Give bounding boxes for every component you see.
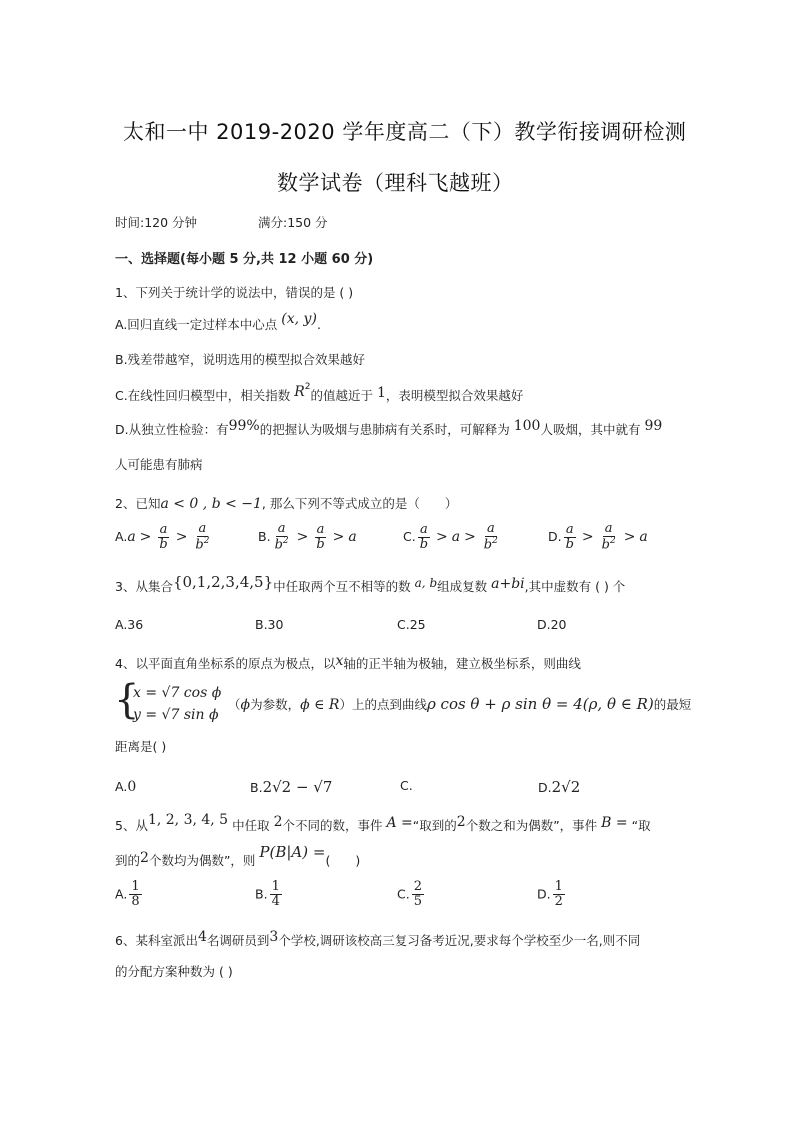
q2-a-sq: 2	[203, 536, 210, 547]
title-line-2: 数学试卷（理科飞越班）	[277, 171, 514, 195]
q2-c-frac1	[418, 523, 430, 553]
q4-stem-cont	[228, 697, 691, 712]
q4-stem-post: 轴的正半轴为极轴，建立极坐标系，则曲线	[343, 656, 581, 671]
q5-stem-end: “取	[631, 818, 651, 833]
q5-b-label: B.	[255, 886, 268, 902]
q2-option-a	[115, 522, 213, 553]
q5-line2-post: ( )	[325, 853, 361, 868]
q4-system-brace: {	[114, 677, 140, 723]
q2-a-gt2: >	[175, 528, 188, 545]
q2-option-d	[548, 522, 648, 553]
q3-stem-post: ,其中虚数有 ( ) 个	[524, 579, 626, 594]
q5-b-num: 1	[271, 879, 280, 894]
q2-c-label: C.	[403, 528, 416, 544]
exam-time: 时间:120 分钟	[115, 215, 198, 230]
q1-a-text: A.回归直线一定过样本中心点	[115, 317, 278, 332]
q1-d-text: D.从独立性检验：有	[115, 422, 229, 437]
q4-option-a	[115, 780, 136, 794]
q2-c-frac2-num: a	[486, 521, 495, 536]
q1-c-r: R	[294, 384, 305, 401]
q4-tail: 的最短	[653, 697, 692, 712]
q1-d-mid2: 人吸烟，其中就有	[540, 422, 641, 437]
q2-d-gt1: >	[581, 528, 594, 545]
q5-two-3: 2	[140, 850, 149, 866]
q5-stem-mid4: 个数之和为偶数”，事件	[465, 818, 598, 833]
q1-c-mid: 的值越近于	[310, 388, 373, 404]
q2-a-label: A.	[115, 528, 128, 544]
q4-option-b	[250, 780, 332, 795]
q2-a-a: a	[127, 528, 136, 545]
q1-d-99: 99	[644, 418, 663, 434]
q2-c-frac1-num: a	[419, 521, 428, 537]
q2-c-frac1-den: b	[419, 536, 429, 552]
q2-option-c	[403, 522, 502, 553]
q3-stem-pre: 3、从集合	[115, 579, 173, 594]
q2-a-frac1-num: a	[159, 521, 168, 537]
q4-sys-line1: x = √7 cos ϕ	[133, 685, 222, 701]
q5-event-b: B =	[601, 815, 628, 831]
q2-a-b2: b	[195, 537, 204, 553]
q3-vars: a, b	[414, 576, 438, 590]
q1-d-mid: 的把握认为吸烟与患肺病有关系时，可解释为	[259, 422, 510, 437]
q3-option-b: B.30	[255, 617, 284, 632]
q1-stem: 1、下列关于统计学的说法中，错误的是 ( )	[115, 285, 354, 300]
q1-c-post: ，表明模型拟合效果越好	[385, 388, 524, 404]
q4-system	[133, 682, 221, 726]
q2-c-gt1: >	[436, 528, 448, 545]
q1-c-text: C.在线性回归模型中，相关指数	[115, 388, 291, 404]
q2-c-a: a	[451, 528, 461, 545]
q5-stem-mid3: “取到的	[412, 818, 457, 833]
q5-c-den: 5	[413, 894, 422, 910]
q5-line2	[115, 843, 361, 868]
q5-c-num: 2	[413, 879, 422, 894]
q4-b-label: B.	[250, 780, 263, 795]
q2-b-gt1: >	[296, 528, 309, 545]
q1-c-one: 1	[376, 385, 386, 402]
title-line-1: 太和一中 2019-2020 学年度高二（下）教学衔接调研检测	[123, 120, 687, 144]
exam-score: 满分:150 分	[258, 215, 328, 230]
q2-b-label: B.	[258, 528, 271, 544]
q4-x-var: x	[335, 653, 344, 669]
q5-stem-pre: 5、从	[115, 818, 148, 833]
q4-polar-eq: ρ cos θ + ρ sin θ = 4(ρ, θ ∈ R)	[426, 695, 654, 713]
q4-d-label: D.	[538, 780, 552, 795]
q2-stem-post: , 那么下列不等式成立的是（ ）	[261, 496, 458, 511]
q2-a-gt1: >	[139, 528, 152, 545]
q2-d-frac1-num: a	[565, 521, 574, 537]
q2-b-a: a	[348, 528, 357, 545]
q2-d-frac1	[564, 523, 576, 553]
q5-line2-mid: 个数均为偶数”，则	[148, 853, 256, 868]
q2-stem-math: a < 0 , b < −1	[160, 496, 262, 512]
q4-stem-pre: 4、以平面直角坐标系的原点为极点，以	[115, 656, 336, 671]
q4-a-val: 0	[127, 779, 137, 795]
q2-d-frac2-den	[600, 537, 618, 553]
q1-option-a	[115, 311, 321, 332]
q2-a-frac2-num: a	[198, 521, 207, 536]
q2-a-frac1-den: b	[159, 536, 168, 552]
q1-a-math: (x, y)	[281, 311, 317, 327]
q4-phi: ϕ	[240, 697, 251, 713]
q2-c-sq: 2	[492, 536, 498, 547]
q5-two-2: 2	[456, 814, 466, 830]
q5-b-den: 4	[271, 894, 280, 910]
q2-a-frac1	[157, 523, 169, 553]
q2-d-sq: 2	[609, 536, 616, 547]
q2-b-frac1	[273, 522, 291, 553]
q5-d-frac	[553, 880, 565, 910]
q2-d-b2: b	[601, 537, 610, 553]
q1-option-b: B.残差带越窄，说明选用的模型拟合效果越好	[115, 352, 366, 367]
q2-d-frac1-den: b	[565, 536, 574, 552]
q2-c-frac2	[482, 522, 500, 553]
q4-d-val: 2√2	[551, 778, 581, 796]
q2-b-frac2-den: b	[316, 536, 325, 552]
q2-c-gt2: >	[464, 528, 476, 545]
q5-two: 2	[273, 814, 283, 830]
q2-b-b2: b	[274, 537, 283, 553]
q2-b-frac2	[314, 523, 326, 553]
q4-param-pre: （	[228, 697, 241, 712]
q5-c-frac	[412, 880, 424, 910]
q5-option-b	[255, 880, 284, 910]
q5-d-num: 1	[554, 879, 563, 894]
q4-option-c: C.	[400, 778, 413, 793]
q2-b-frac1-den	[273, 537, 291, 553]
q5-b-frac	[270, 880, 282, 910]
q5-event-a: A =	[386, 815, 413, 831]
q5-option-d	[537, 880, 567, 910]
q5-option-c	[397, 880, 426, 910]
q6-stem-pre: 6、某科室派出	[115, 933, 198, 948]
q4-line3: 距离是( )	[115, 739, 167, 754]
q5-c-label: C.	[397, 886, 410, 902]
q5-a-label: A.	[115, 886, 128, 902]
q4-phi-in: ϕ ∈ R	[300, 697, 340, 713]
q3-stem-mid: 中任取两个互不相等的数	[273, 579, 411, 594]
q4-stem	[115, 653, 581, 671]
q3-stem	[115, 573, 626, 594]
q2-d-frac2-num: a	[604, 521, 613, 536]
q2-b-frac2-num: a	[316, 521, 325, 537]
q5-prob: P(B|A) =	[259, 843, 326, 861]
q2-d-gt2: >	[623, 528, 636, 545]
q2-b-sq: 2	[282, 536, 289, 547]
q5-a-den: 8	[131, 894, 140, 910]
q1-d-100: 100	[513, 418, 541, 434]
q2-option-b	[258, 522, 357, 553]
q5-stem	[115, 812, 651, 833]
q3-complex: a+bi	[491, 576, 525, 592]
q4-option-d	[538, 780, 580, 795]
q6-four: 4	[197, 929, 207, 945]
q5-d-den: 2	[554, 894, 563, 910]
q5-nums: 1, 2, 3, 4, 5	[147, 812, 229, 828]
q5-a-num: 1	[131, 879, 140, 894]
q1-option-d-line2: 人可能患有肺病	[115, 457, 203, 472]
q1-option-c	[115, 382, 524, 404]
q2-a-frac2-den	[193, 537, 211, 553]
q5-option-a	[115, 880, 144, 910]
q6-stem	[115, 929, 641, 948]
q4-param-mid: 为参数，	[250, 697, 301, 712]
q3-stem-mid2: 组成复数	[437, 579, 488, 594]
q1-c-sup: 2	[304, 382, 311, 392]
q6-line2: 的分配方案种数为 ( )	[115, 964, 233, 979]
q4-sys-line2: y = √7 sin ϕ	[133, 707, 219, 723]
q2-a-frac2	[193, 522, 211, 553]
q3-set: {0,1,2,3,4,5}	[172, 573, 274, 591]
q5-a-frac	[129, 880, 141, 910]
q3-option-c: C.25	[397, 617, 426, 632]
q1-d-pct: 99%	[228, 418, 260, 434]
q6-three: 3	[269, 929, 279, 945]
q3-option-a: A.36	[115, 617, 144, 632]
q5-d-label: D.	[537, 886, 551, 902]
q5-stem-mid2: 个不同的数，事件	[282, 818, 383, 833]
q3-option-d: D.20	[537, 617, 567, 632]
q1-a-period: .	[316, 317, 321, 332]
q2-stem	[115, 497, 457, 511]
q2-d-frac2	[600, 522, 618, 553]
section-heading: 一、选择题(每小题 5 分,共 12 小题 60 分)	[115, 252, 374, 267]
q4-param-post: ）上的点到曲线	[339, 697, 427, 712]
q2-c-b2: b	[483, 537, 493, 553]
q6-stem-mid: 名调研员到	[206, 933, 270, 948]
q2-d-label: D.	[548, 528, 562, 544]
q4-b-val: 2√2 − √7	[262, 778, 333, 796]
q2-stem-pre: 2、已知	[115, 496, 161, 511]
q6-stem-post: 个学校,调研该校高三复习备考近况,要求每个学校至少一名,则不同	[278, 933, 641, 948]
q2-b-frac1-num: a	[277, 521, 286, 536]
q4-a-label: A.	[115, 779, 128, 794]
q5-line2-pre: 到的	[115, 853, 141, 868]
q2-c-frac2-den	[482, 537, 500, 553]
q1-option-d	[115, 418, 663, 437]
q5-stem-mid: 中任取	[232, 818, 270, 833]
q2-d-a: a	[639, 528, 648, 545]
q2-b-gt2: >	[332, 528, 345, 545]
